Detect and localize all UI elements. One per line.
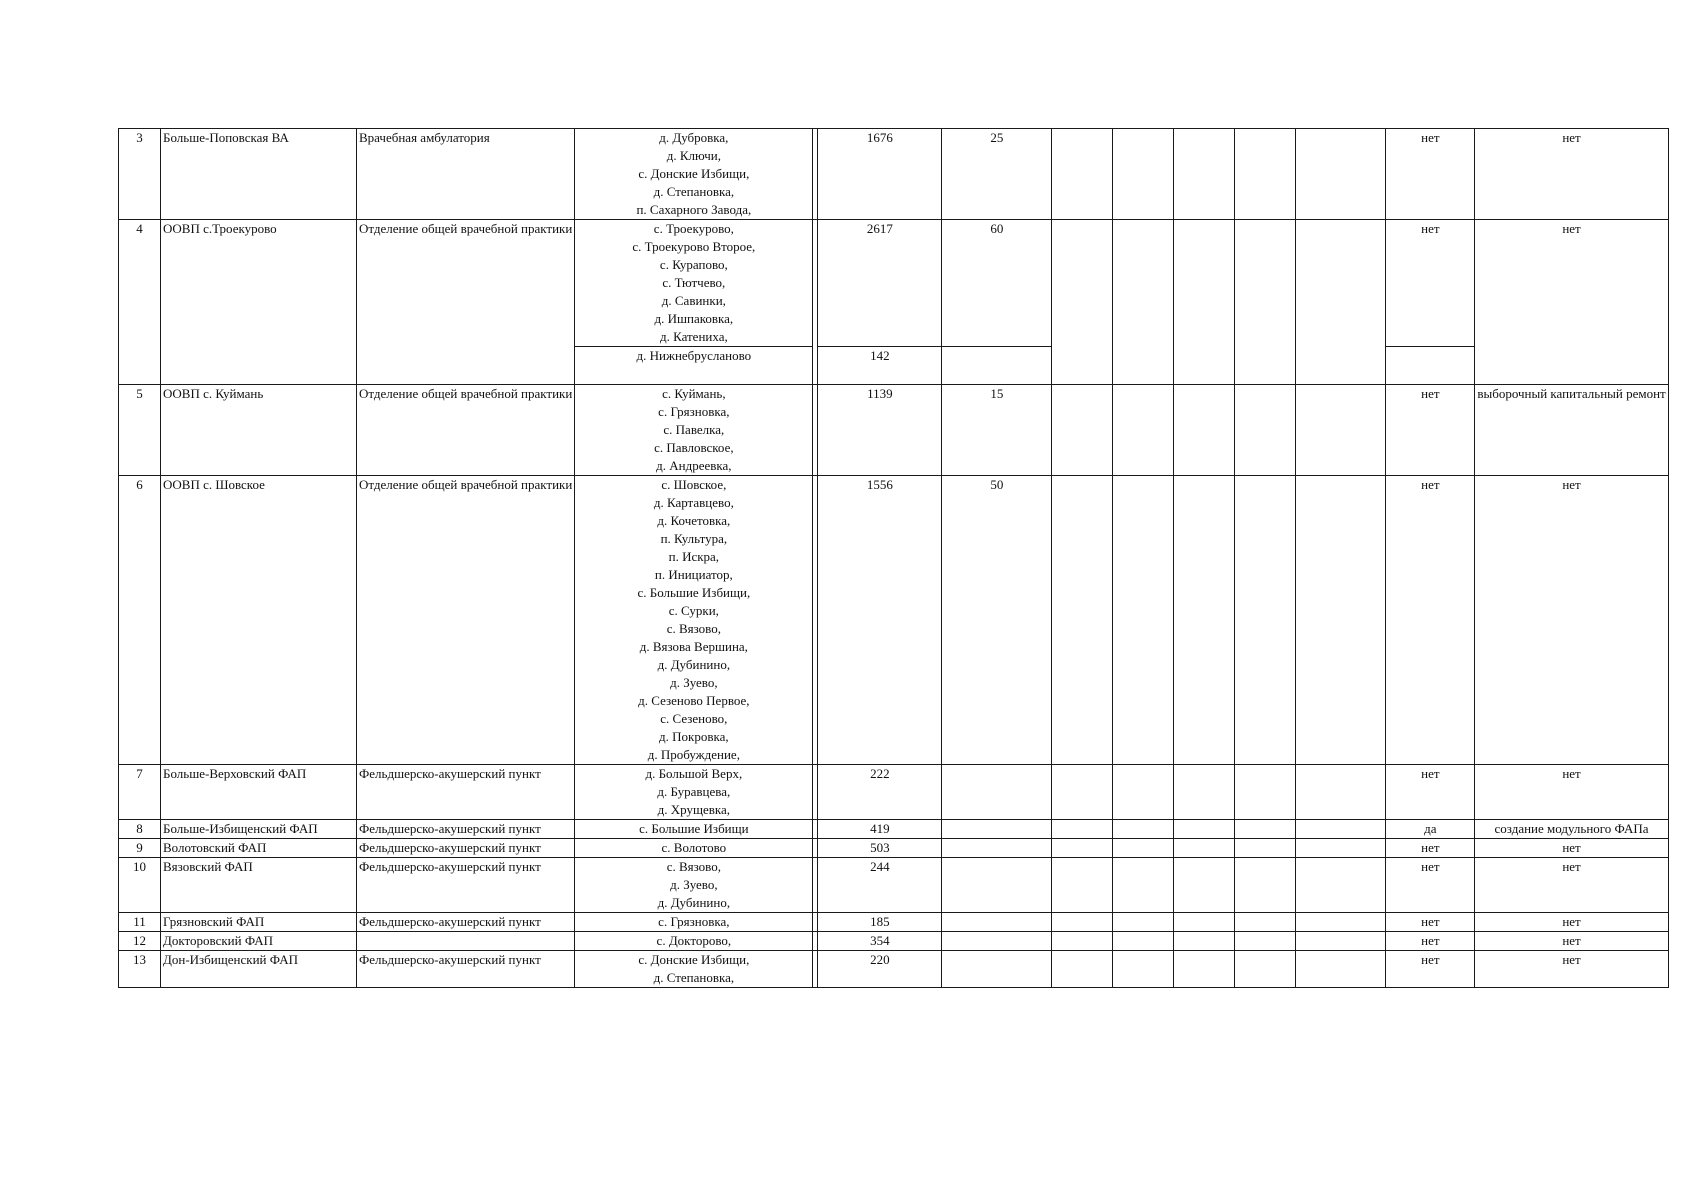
empty-cell <box>1174 858 1235 913</box>
empty-cell <box>1052 951 1113 988</box>
settlement-name: д. Савинки, <box>661 293 726 308</box>
settlement-name: д. Картавцево, <box>653 495 734 510</box>
settlement-name: д. Андреевка, <box>656 458 732 473</box>
empty-cell <box>1113 839 1174 858</box>
settlements-cell <box>575 385 813 476</box>
facility-type: Фельдшерско-акушерский пункт <box>357 820 575 839</box>
settlements-cell <box>575 820 813 839</box>
facility-name: Больше-Верховский ФАП <box>161 765 357 820</box>
table-row <box>119 129 1669 220</box>
settlement-name: с. Вязово, <box>666 621 721 636</box>
empty-cell <box>1113 476 1174 765</box>
empty-cell <box>1296 385 1386 476</box>
settlement-name: д. Сезеново Первое, <box>638 693 750 708</box>
table-row <box>119 951 1669 988</box>
settlement-name: д. Зуево, <box>670 675 718 690</box>
flag-value: нет <box>1386 385 1475 476</box>
table-row <box>119 765 1669 820</box>
row-number: 13 <box>119 951 161 988</box>
empty-cell <box>1113 858 1174 913</box>
settlement-name: п. Искра, <box>668 549 720 564</box>
facility-name: ООВП с. Шовское <box>161 476 357 765</box>
facility-type: Фельдшерско-акушерский пункт <box>357 913 575 932</box>
empty-cell <box>1052 220 1113 385</box>
table-row <box>119 476 1669 765</box>
empty-cell <box>1296 820 1386 839</box>
settlement-name: с. Докторово, <box>656 933 732 948</box>
population-value: 1676 <box>818 129 942 220</box>
empty-cell <box>1113 932 1174 951</box>
empty-cell <box>1052 913 1113 932</box>
settlements-cell <box>575 858 813 913</box>
row-number: 5 <box>119 385 161 476</box>
population-value: 354 <box>818 932 942 951</box>
settlement-name: д. Дубинино, <box>657 657 731 672</box>
settlement-name: с. Шовское, <box>661 477 727 492</box>
flag-value: нет <box>1386 858 1475 913</box>
row-number: 3 <box>119 129 161 220</box>
table-row <box>119 839 1669 858</box>
row-number: 12 <box>119 932 161 951</box>
flag-value: нет <box>1386 476 1475 765</box>
settlement-name: с. Большие Избищи, <box>637 585 751 600</box>
population-value: 220 <box>818 951 942 988</box>
settlement-name: д. Степановка, <box>653 970 735 985</box>
settlement-name: с. Тютчево, <box>662 275 726 290</box>
settlement-name: д. Пробуждение, <box>647 747 740 762</box>
registry-table <box>118 128 1669 988</box>
settlement-name: с. Павловское, <box>654 440 734 455</box>
empty-cell <box>1052 476 1113 765</box>
empty-cell <box>1296 839 1386 858</box>
empty-cell <box>1174 820 1235 839</box>
empty-cell <box>1052 932 1113 951</box>
count-value <box>942 932 1052 951</box>
status-value: нет <box>1475 913 1668 932</box>
table-row <box>119 220 1669 347</box>
empty-cell <box>1113 951 1174 988</box>
status-value: нет <box>1475 765 1668 820</box>
table-row <box>119 913 1669 932</box>
settlement-name: с. Троекурово, <box>653 221 734 236</box>
flag-value: нет <box>1386 932 1475 951</box>
empty-cell <box>1296 129 1386 220</box>
flag-value: нет <box>1386 220 1475 347</box>
count-value <box>942 951 1052 988</box>
settlements-cell <box>575 129 813 220</box>
settlement-name: с. Грязновка, <box>658 914 730 929</box>
settlement-name: с. Донские Избищи, <box>638 952 750 967</box>
settlement-name: п. Культура, <box>660 531 728 546</box>
empty-cell <box>1174 913 1235 932</box>
status-value: нет <box>1475 839 1668 858</box>
settlement-name: д. Хрущевка, <box>657 802 731 817</box>
population-value: 503 <box>818 839 942 858</box>
status-text: нет <box>1562 221 1581 236</box>
empty-cell <box>1235 858 1296 913</box>
empty-cell <box>1296 220 1386 385</box>
settlements-cell <box>575 220 813 347</box>
settlement-name: с. Курапово, <box>659 257 728 272</box>
settlement-name: с. Большие Избищи <box>639 821 749 836</box>
facility-name: Грязновский ФАП <box>161 913 357 932</box>
facility-name: Вязовский ФАП <box>161 858 357 913</box>
empty-cell <box>1235 129 1296 220</box>
empty-cell <box>1052 820 1113 839</box>
settlement-name: с. Сезеново, <box>660 711 728 726</box>
empty-cell <box>1052 765 1113 820</box>
empty-cell <box>1235 820 1296 839</box>
facility-type: Фельдшерско-акушерский пункт <box>357 839 575 858</box>
empty-cell <box>1235 385 1296 476</box>
settlement-name: п. Инициатор, <box>654 567 733 582</box>
settlement-name: д. Дубинино, <box>657 895 731 910</box>
empty-cell <box>1052 129 1113 220</box>
facility-type: Отделение общей врачебной практики <box>357 476 575 765</box>
status-value: нет <box>1475 951 1668 988</box>
row-number: 4 <box>119 220 161 385</box>
status-value: нет <box>1475 858 1668 913</box>
empty-cell <box>1235 932 1296 951</box>
facility-name: Дон-Избищенский ФАП <box>161 951 357 988</box>
facility-type: Фельдшерско-акушерский пункт <box>357 858 575 913</box>
table-body <box>119 129 1669 988</box>
facility-type: Фельдшерско-акушерский пункт <box>357 765 575 820</box>
settlement-name: с. Грязновка, <box>658 404 730 419</box>
empty-cell <box>1113 220 1174 385</box>
empty-cell <box>1235 913 1296 932</box>
flag-value: нет <box>1386 951 1475 988</box>
settlement-name: с. Сурки, <box>668 603 719 618</box>
count-value <box>942 913 1052 932</box>
empty-cell <box>1296 951 1386 988</box>
empty-cell <box>1235 951 1296 988</box>
row-number: 10 <box>119 858 161 913</box>
flag-value: нет <box>1386 129 1475 220</box>
table-row <box>119 820 1669 839</box>
settlement-name: с. Волотово <box>661 840 727 855</box>
population-value: 185 <box>818 913 942 932</box>
empty-cell <box>1174 476 1235 765</box>
empty-cell <box>1296 913 1386 932</box>
count-value <box>942 820 1052 839</box>
settlement-name: п. Сахарного Завода, <box>636 202 752 217</box>
settlement-name: д. Зуево, <box>670 877 718 892</box>
population-value: 244 <box>818 858 942 913</box>
empty-cell <box>1235 765 1296 820</box>
empty-cell <box>1296 476 1386 765</box>
empty-cell <box>1174 765 1235 820</box>
settlement-name: д. Дубровка, <box>659 130 729 145</box>
empty-cell <box>1235 476 1296 765</box>
empty-cell <box>1235 220 1296 385</box>
settlement-name: с. Донские Избищи, <box>638 166 750 181</box>
status-value: выборочный капитальный ремонт <box>1475 385 1668 476</box>
status-value <box>1475 220 1668 385</box>
facility-type: Отделение общей врачебной практики <box>357 220 575 385</box>
empty-cell <box>1174 932 1235 951</box>
facility-name: Больше-Избищенский ФАП <box>161 820 357 839</box>
empty-cell <box>1174 220 1235 385</box>
count-value <box>942 765 1052 820</box>
empty-cell <box>1113 765 1174 820</box>
population-value: 2617 <box>818 220 942 347</box>
facility-name: Докторовский ФАП <box>161 932 357 951</box>
empty-cell <box>1113 129 1174 220</box>
settlements-cell <box>575 347 813 385</box>
row-number: 8 <box>119 820 161 839</box>
flag-value <box>1386 347 1475 385</box>
row-number: 9 <box>119 839 161 858</box>
facility-name: ООВП с. Куймань <box>161 385 357 476</box>
settlements-cell <box>575 913 813 932</box>
settlements-cell <box>575 765 813 820</box>
empty-cell <box>1296 932 1386 951</box>
empty-cell <box>1052 385 1113 476</box>
count-value: 15 <box>942 385 1052 476</box>
empty-cell <box>1174 839 1235 858</box>
row-number: 6 <box>119 476 161 765</box>
settlement-name: д. Вязова Вершина, <box>639 639 748 654</box>
table-row <box>119 858 1669 913</box>
empty-cell <box>1235 839 1296 858</box>
facility-type: Отделение общей врачебной практики <box>357 385 575 476</box>
flag-value: да <box>1386 820 1475 839</box>
count-value <box>942 858 1052 913</box>
settlements-cell <box>575 951 813 988</box>
facility-name: Больше-Поповская ВА <box>161 129 357 220</box>
empty-cell <box>1296 765 1386 820</box>
status-value: нет <box>1475 932 1668 951</box>
facility-type: Врачебная амбулатория <box>357 129 575 220</box>
table-row <box>119 932 1669 951</box>
row-number: 11 <box>119 913 161 932</box>
settlement-name: с. Куймань, <box>662 386 726 401</box>
facility-name: ООВП с.Троекурово <box>161 220 357 385</box>
flag-value: нет <box>1386 913 1475 932</box>
settlement-name: с. Павелка, <box>663 422 725 437</box>
count-value <box>942 839 1052 858</box>
empty-cell <box>1052 858 1113 913</box>
count-value <box>942 347 1052 385</box>
settlement-name: д. Буравцева, <box>657 784 731 799</box>
count-value: 25 <box>942 129 1052 220</box>
facility-name: Волотовский ФАП <box>161 839 357 858</box>
status-value: создание модульного ФАПа <box>1475 820 1668 839</box>
population-value: 222 <box>818 765 942 820</box>
population-value: 419 <box>818 820 942 839</box>
settlement-name: д. Степановка, <box>653 184 735 199</box>
facility-type <box>357 932 575 951</box>
empty-cell <box>1174 385 1235 476</box>
empty-cell <box>1113 820 1174 839</box>
empty-cell <box>1174 951 1235 988</box>
population-value: 1556 <box>818 476 942 765</box>
settlements-cell <box>575 839 813 858</box>
empty-cell <box>1113 913 1174 932</box>
empty-cell <box>1113 385 1174 476</box>
facility-type: Фельдшерско-акушерский пункт <box>357 951 575 988</box>
settlements-cell <box>575 476 813 765</box>
row-number: 7 <box>119 765 161 820</box>
settlement-name: с. Троекурово Второе, <box>632 239 756 254</box>
settlement-name: с. Вязово, <box>666 859 721 874</box>
settlement-name: д. Кочетовка, <box>657 513 731 528</box>
settlement-name: д. Большой Верх, <box>645 766 743 781</box>
settlement-name: д. Ключи, <box>666 148 721 163</box>
count-value: 50 <box>942 476 1052 765</box>
flag-value: нет <box>1386 839 1475 858</box>
count-value: 60 <box>942 220 1052 347</box>
status-value: нет <box>1475 476 1668 765</box>
settlement-name: д. Покровка, <box>659 729 729 744</box>
population-value: 142 <box>818 347 942 385</box>
empty-cell <box>1296 858 1386 913</box>
settlement-name: д. Катениха, <box>659 329 728 344</box>
settlement-name: д. Нижнебрусланово <box>636 348 752 363</box>
flag-value: нет <box>1386 765 1475 820</box>
table-row <box>119 385 1669 476</box>
empty-cell <box>1052 839 1113 858</box>
status-value: нет <box>1475 129 1668 220</box>
population-value: 1139 <box>818 385 942 476</box>
settlement-name: д. Ишпаковка, <box>654 311 734 326</box>
empty-cell <box>1174 129 1235 220</box>
settlements-cell <box>575 932 813 951</box>
